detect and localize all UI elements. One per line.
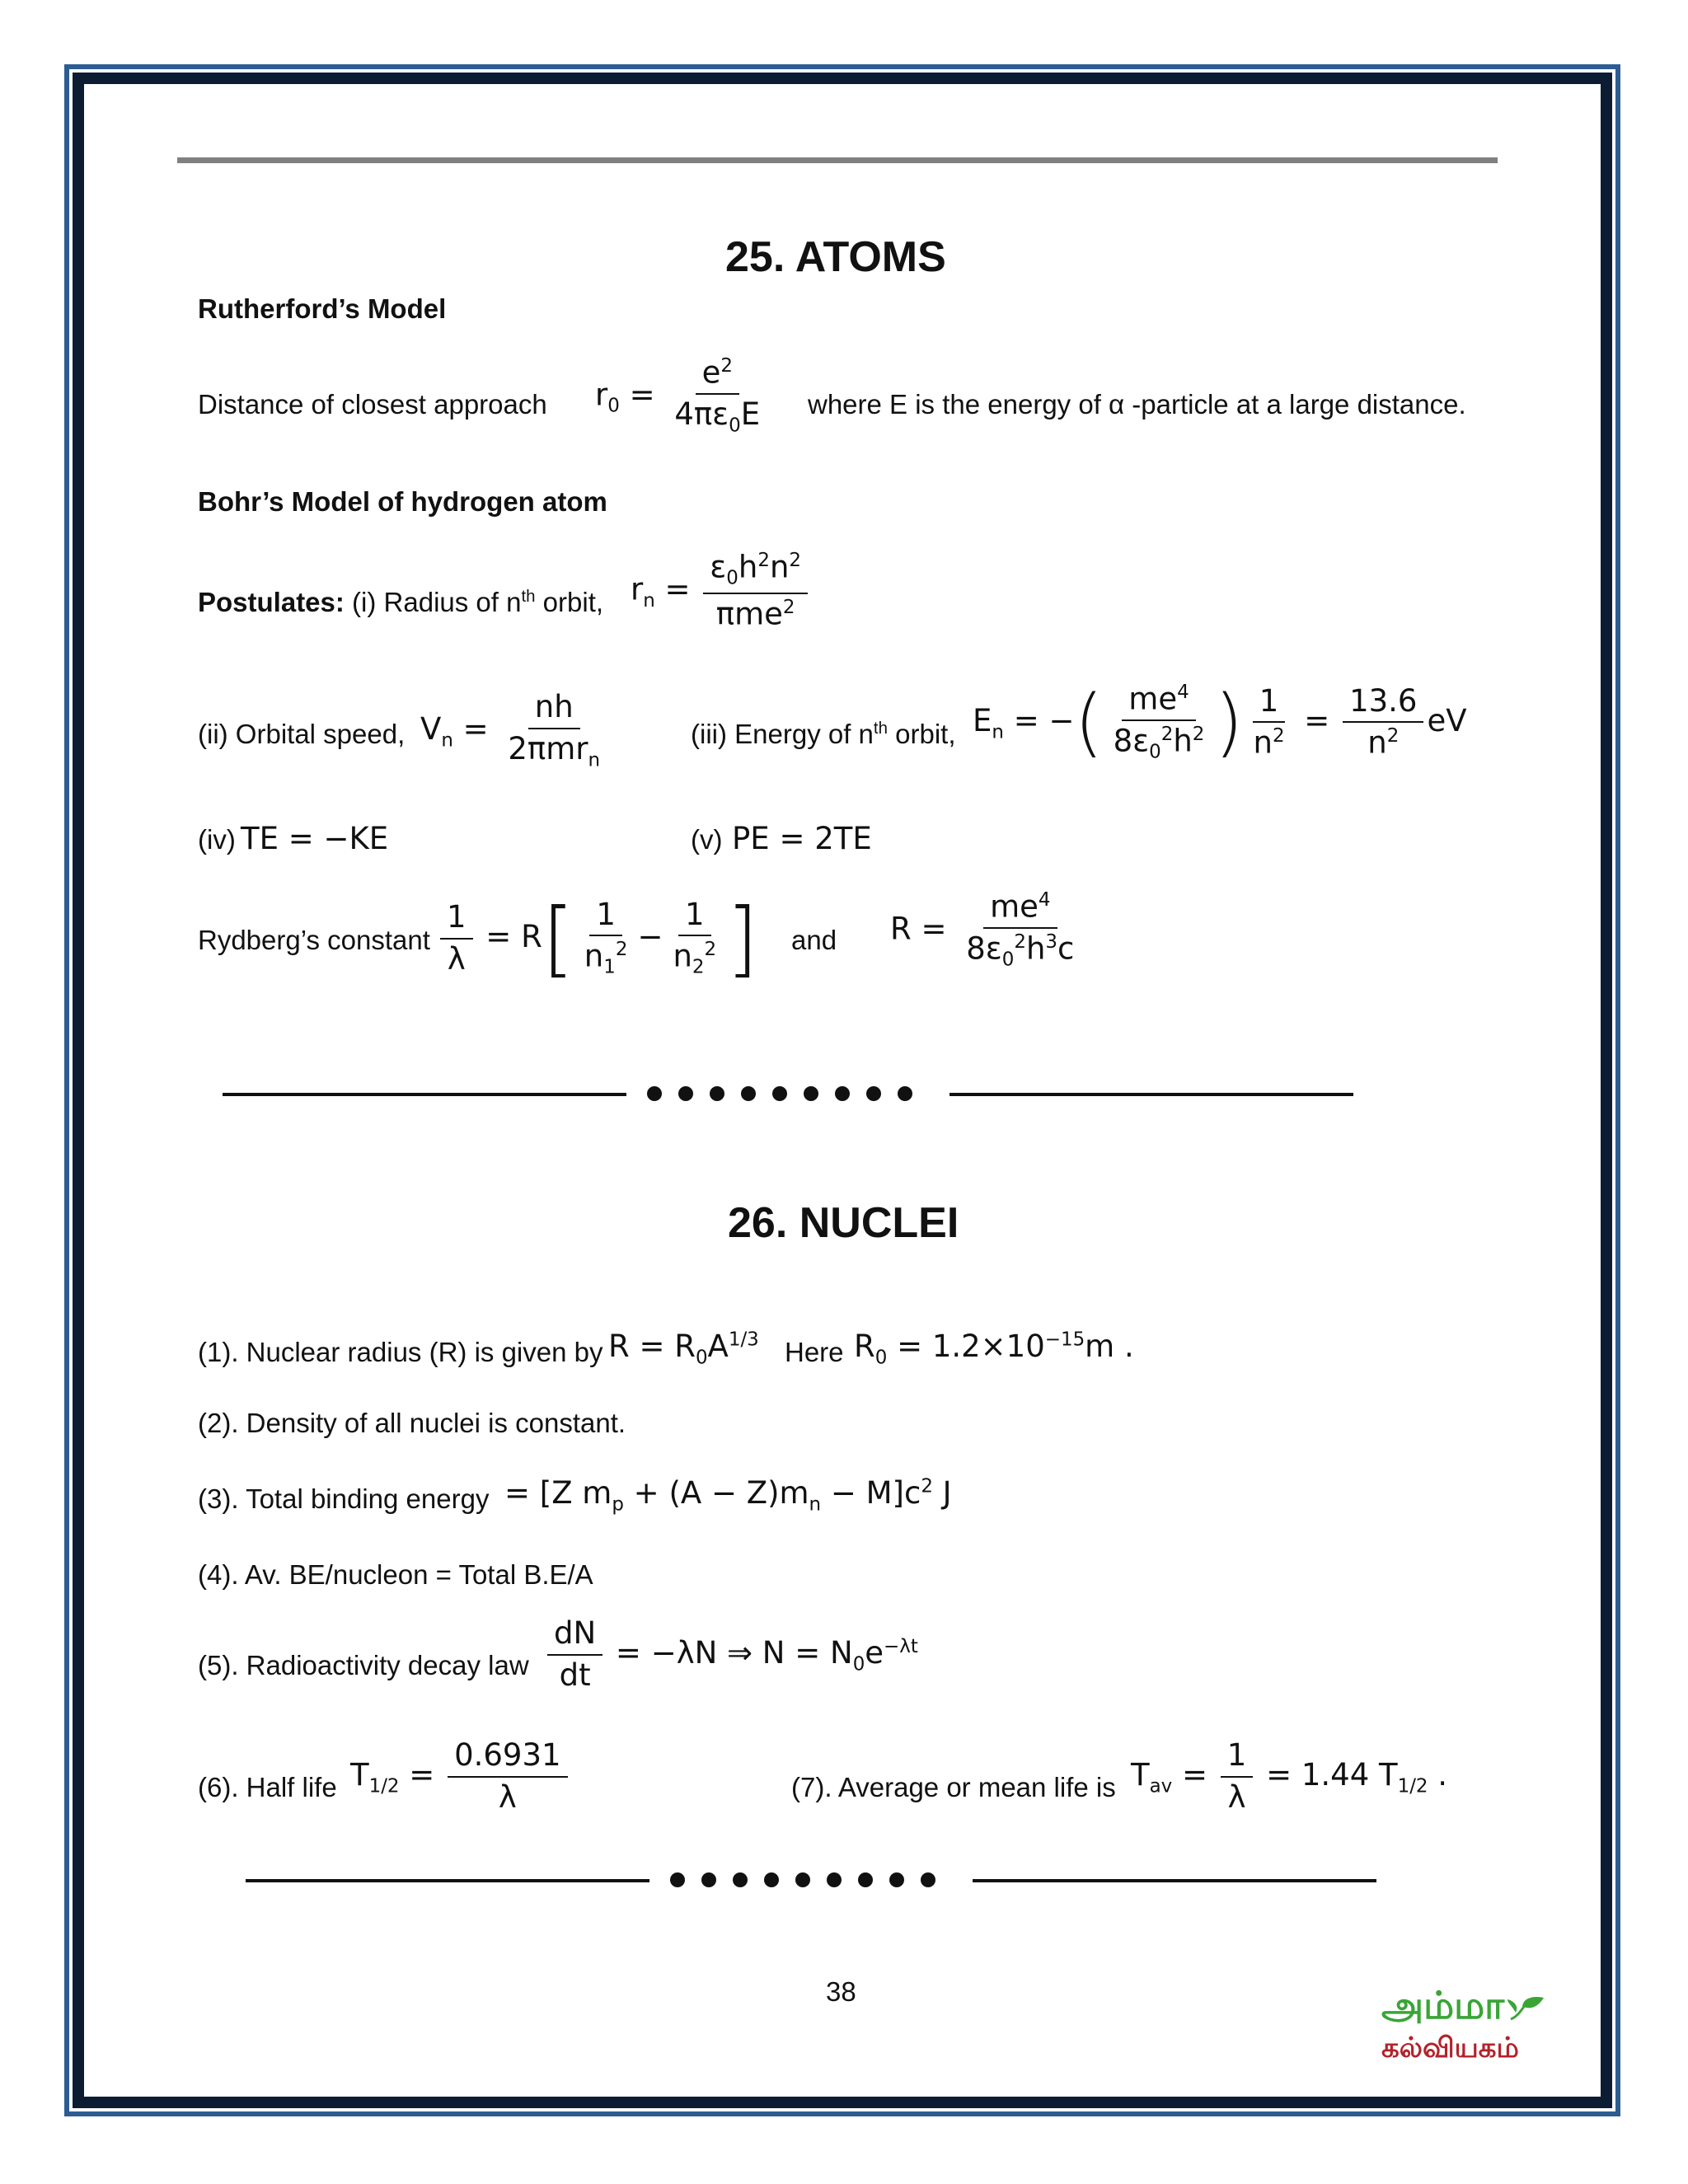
section-title-nuclei: 26. NUCLEI [728, 1199, 959, 1247]
separator-dots-2 [662, 1872, 944, 1891]
half-life-label: (6). Half life [198, 1772, 337, 1802]
and-label: and [791, 925, 837, 955]
radius-formula: $r_n$ = $\frac{\varepsilon_0h^2n^2}{\pi me^2}$ [631, 551, 811, 631]
energy-suffix: orbit, [887, 719, 956, 749]
page-number: 38 [826, 1976, 856, 2007]
mean-life-formula: $T_{av}$ = $\frac{1}{\lambda}$ = 1.44 $T_{1/2}$ . [1131, 1737, 1448, 1815]
binding-energy-formula: = [Z $m_p + (A - Z)m_n - M]c^2$ J [504, 1475, 952, 1516]
decay-law-formula: $\frac{dN}{dt}$ = −λN ⇒ $N = N_0e^{-\lambda t}$ [544, 1617, 918, 1692]
nuclear-radius-formula: $R = R_0A^{1/3}$ [608, 1329, 759, 1369]
publisher-logo [1381, 1983, 1545, 2068]
closest-approach-formula: $r_0$ = $\frac{e^2}{4\pi\varepsilon_0E}$ [595, 354, 761, 437]
orbital-speed-label: (ii) Orbital speed, [198, 719, 406, 749]
half-life-formula: $T_{1/2}$ = $\frac{0.6931}{\lambda}$ [350, 1739, 571, 1814]
closest-approach-label: Distance of closest approach [198, 389, 547, 419]
separator-line-right-2 [973, 1879, 1376, 1882]
postulates-label: Postulates: [198, 587, 345, 617]
leaf-icon [1507, 1994, 1545, 2022]
separator-line-left-2 [246, 1879, 649, 1882]
rydberg-constant-formula: R = $\frac{me^4}{8\varepsilon_0^2h^3c}$ [890, 888, 1075, 971]
density-statement: (2). Density of all nuclei is constant. [198, 1408, 626, 1438]
separator-line-right [950, 1093, 1353, 1096]
radius-suffix: orbit, [535, 587, 604, 617]
closest-approach-note: where E is the energy of α -particle at a large distance. [808, 389, 1466, 419]
nuclear-radius-here: Here [785, 1337, 844, 1367]
logo-line-1: அம்மா [1381, 1983, 1545, 2033]
pe-equation: PE = 2TE [732, 821, 872, 856]
section-title-atoms: 25. ATOMS [725, 233, 946, 281]
separator-line-left [223, 1093, 626, 1096]
energy-formula: $E_n$ = −( $\frac{me^4}{8\varepsilon_0^2h^2}$ ) $\frac{1}{n^2}$ = $\frac{13.6}{n^2}$ eV [973, 679, 1467, 766]
rydberg-label: Rydberg’s constant [198, 925, 430, 955]
logo-line-2: கல்வியகம் [1381, 2032, 1519, 2064]
postulate-radius-row: Postulates: (i) Radius of $n^{th}$ orbit, [198, 587, 604, 617]
orbital-speed-formula: $V_n$ = $\frac{nh}{2\pi mr_n}$ [420, 689, 601, 771]
top-rule [177, 157, 1498, 163]
te-equation: TE = −KE [241, 821, 389, 856]
rutherford-heading: Rutherford’s Model [198, 293, 447, 324]
separator-dots [639, 1086, 921, 1105]
binding-energy-label: (3). Total binding energy [198, 1483, 490, 1514]
energy-label: (iii) Energy of n [691, 719, 874, 749]
pe-label: (v) [691, 824, 723, 855]
rydberg-formula: $\frac{1}{\lambda}$ = R[ $\frac{1}{n_1^2}$ − $\frac{1}{n_2^2}$ ] [437, 890, 758, 987]
energy-label-row: (iii) Energy of $n^{th}$ orbit, [691, 719, 956, 749]
te-label: (iv) [198, 824, 236, 855]
be-per-nucleon: (4). Av. BE/nucleon = Total B.E/A [198, 1559, 593, 1590]
radius-label: (i) Radius of n [352, 587, 522, 617]
r0-value-formula: $R_0 = 1.2\times 10^{-15}m$ . [854, 1329, 1134, 1369]
nuclear-radius-label: (1). Nuclear radius (R) is given by [198, 1337, 603, 1367]
bohr-heading: Bohr’s Model of hydrogen atom [198, 486, 607, 517]
decay-law-label: (5). Radioactivity decay law [198, 1650, 529, 1680]
mean-life-label: (7). Average or mean life is [791, 1772, 1116, 1802]
